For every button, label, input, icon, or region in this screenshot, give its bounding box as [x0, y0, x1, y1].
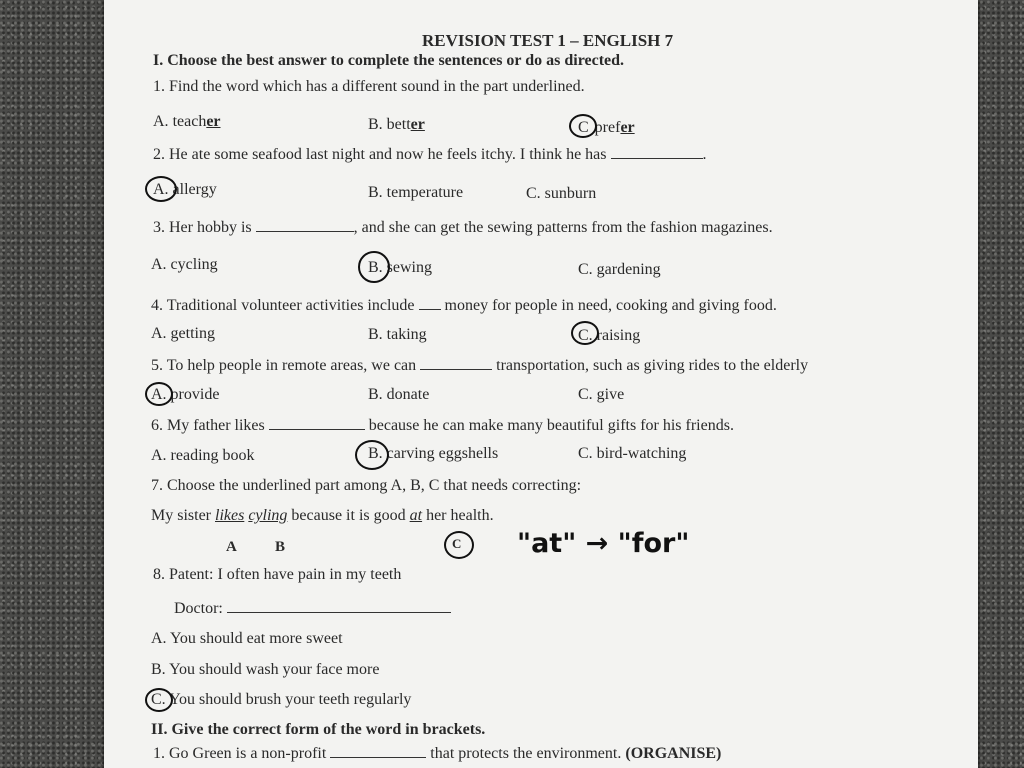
- q6-option-b: B. carving eggshells: [368, 445, 499, 462]
- s2-q1: 1. Go Green is a non-profit that protects the environment. (ORGANISE): [153, 745, 722, 762]
- q2-stem: 2. He ate some seafood last night and now he feels itchy. I think he has .: [153, 146, 707, 163]
- q3-option-a: A. cycling: [151, 256, 218, 273]
- q8-option-c: C. You should brush your teeth regularly: [151, 691, 412, 708]
- q1-option-b: B. better: [368, 116, 425, 133]
- answer-circle: [444, 531, 474, 559]
- q5-option-c: C. give: [578, 386, 625, 403]
- q5-option-a: A. provide: [151, 386, 220, 403]
- handwritten-correction: "at" → "for": [517, 528, 690, 559]
- answer-circle: [355, 440, 389, 470]
- q7-stem: 7. Choose the underlined part among A, B, C that needs correcting:: [151, 477, 582, 494]
- answer-circle: [571, 321, 599, 345]
- answer-circle: [569, 114, 597, 138]
- q5-stem: 5. To help people in remote areas, we can transportation, such as giving rides to the elderly: [151, 357, 809, 374]
- q7-label-b: B: [275, 539, 286, 555]
- page-title: REVISION TEST 1 – ENGLISH 7: [422, 31, 674, 50]
- q4-option-a: A. getting: [151, 325, 215, 342]
- q3-stem: 3. Her hobby is , and she can get the sewing patterns from the fashion magazines.: [153, 219, 773, 236]
- worksheet-paper: [104, 0, 978, 768]
- answer-circle: [145, 688, 173, 712]
- q3-option-c: C. gardening: [578, 261, 661, 278]
- q7-label-c: C: [452, 536, 462, 551]
- section-1-heading: I. Choose the best answer to complete the sentences or do as directed.: [153, 52, 625, 69]
- section-2-heading: II. Give the correct form of the word in brackets.: [151, 721, 486, 738]
- q7-label-a: A: [226, 539, 237, 555]
- q5-option-b: B. donate: [368, 386, 430, 403]
- q6-option-a: A. reading book: [151, 447, 255, 464]
- q1-option-c: C prefer: [578, 119, 635, 136]
- q6-option-c: C. bird-watching: [578, 445, 687, 462]
- q1-stem: 1. Find the word which has a different sound in the part underlined.: [153, 78, 585, 95]
- q2-option-a: A. allergy: [153, 181, 217, 198]
- q1-option-a: A. teacher: [153, 113, 221, 130]
- answer-circle: [145, 382, 173, 406]
- q3-option-b: B. sewing: [368, 259, 432, 276]
- q8-option-b: B. You should wash your face more: [151, 661, 380, 678]
- q2-option-b: B. temperature: [368, 184, 464, 201]
- q8-doctor-line: Doctor:: [174, 600, 451, 617]
- q4-stem: 4. Traditional volunteer activities include money for people in need, cooking and giving food.: [151, 297, 777, 314]
- q8-patient-line: 8. Patent: I often have pain in my teeth: [153, 566, 402, 583]
- q6-stem: 6. My father likes because he can make many beautiful gifts for his friends.: [151, 417, 734, 434]
- answer-circle: [145, 176, 177, 202]
- q8-option-a: A. You should eat more sweet: [151, 630, 343, 647]
- q4-option-b: B. taking: [368, 326, 427, 343]
- q2-option-c: C. sunburn: [526, 185, 597, 202]
- q7-sentence: My sister likes cyling because it is good at her health.: [151, 507, 494, 524]
- answer-circle: [358, 251, 390, 283]
- q4-option-c: C. raising: [578, 327, 641, 344]
